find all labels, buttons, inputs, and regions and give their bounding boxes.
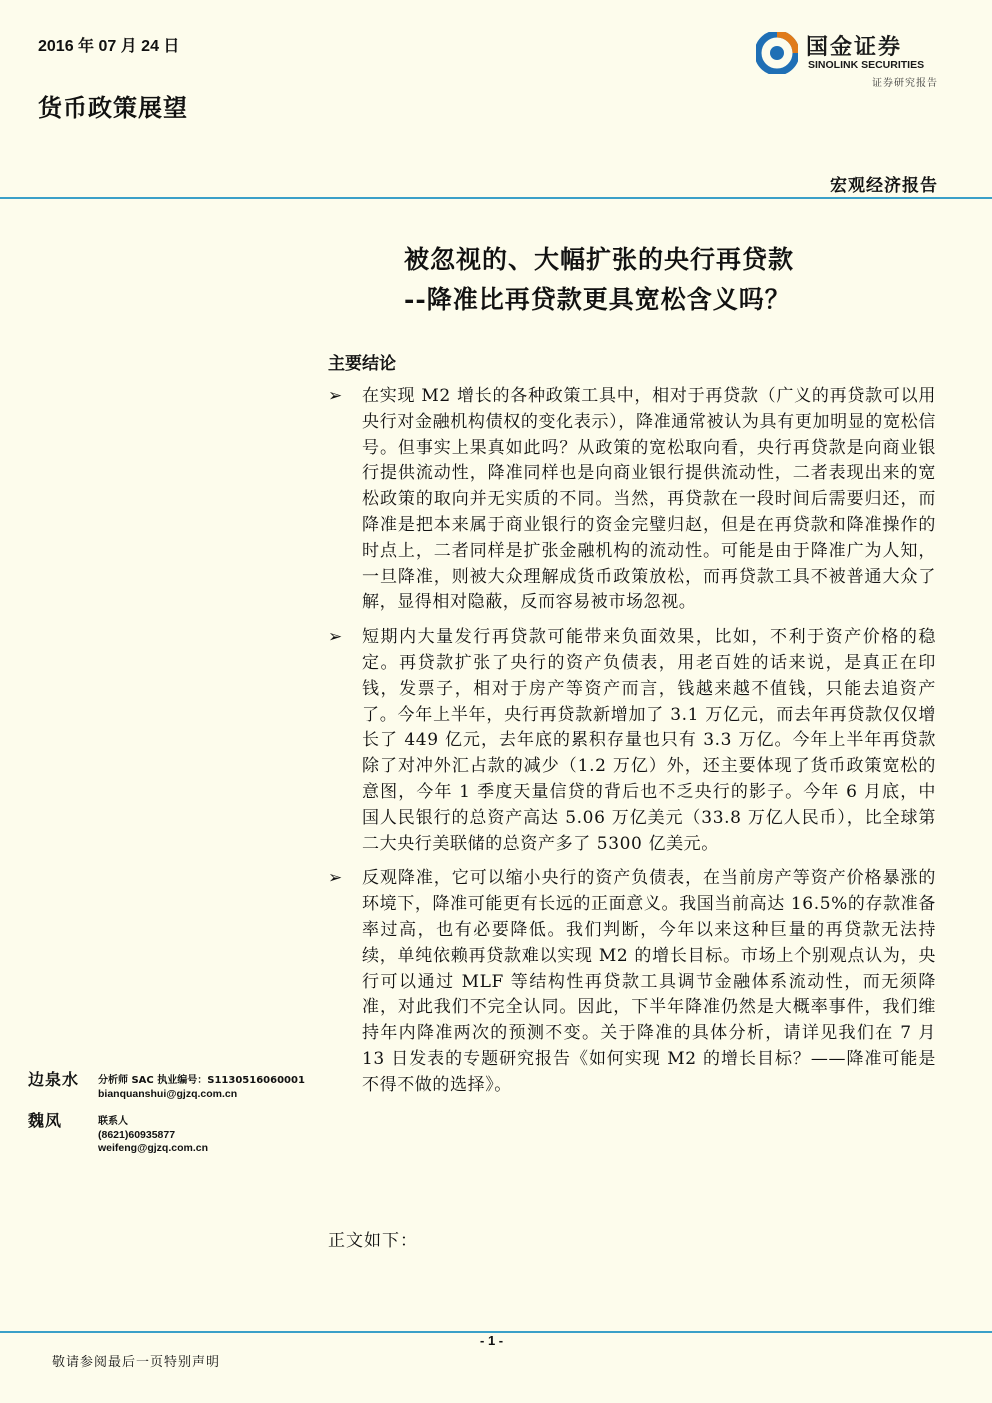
- report-date: 2016 年 07 月 24 日: [38, 38, 180, 55]
- author-phone: (8621)60935877: [98, 1128, 176, 1141]
- author-name: 魏凤: [28, 1111, 63, 1130]
- author-email[interactable]: weifeng@gjzq.com.cn: [98, 1142, 208, 1154]
- arrow-bullet-icon: ➢: [328, 868, 343, 889]
- footer-disclaimer: 敬请参阅最后一页特别声明: [52, 1355, 221, 1370]
- author-name: 边泉水: [28, 1070, 80, 1089]
- page-number: - 1 -: [480, 1333, 504, 1348]
- body-lead-in: 正文如下：: [328, 1231, 418, 1251]
- report-type: 宏观经济报告: [830, 176, 938, 196]
- author-role: 分析师 SAC 执业编号：S1130516060001: [98, 1075, 305, 1086]
- summary-bullet: [328, 866, 938, 1098]
- logo-mark-icon: [756, 32, 798, 74]
- author-info: [98, 1070, 305, 1101]
- arrow-bullet-icon: ➢: [328, 386, 343, 406]
- arrow-bullet-icon: ➢: [328, 627, 343, 648]
- summary-bullet: [328, 384, 938, 616]
- author-entry: [28, 1070, 318, 1101]
- summary-bullet-text: 在实现 M2 增长的各种政策工具中，相对于再贷款（广义的再贷款可以用央行对金融机构债权的变化表示），降准通常被认为具有更加明显的宽松信号。但事实上果真如此吗？从政策的宽松取向看，央行再贷款是向商业银行提供流动性，降准同样也是向商业银行提供流动性，二者表现出来的宽松政策的取向并无实质的不同。当然，再贷款在一段时间后需要归还，而降准是把本来属于商业银行的资金完璧归赵，但是在再贷款和降准操作的时点上，二者同样是扩张金融机构的流动性。可能是由于降准广为人知，一旦降准，则被大众理解成货币政策放松，而再贷款工具不被普通大众了解，显得相对隐蔽，反而容易被市场忽视。: [362, 386, 936, 613]
- report-title: 被忽视的、大幅扩张的央行再贷款: [404, 245, 795, 274]
- author-block: [28, 1070, 318, 1166]
- logo-name-cn: 国金证券: [806, 35, 903, 60]
- author-role: 联系人: [98, 1116, 128, 1127]
- report-series: 货币政策展望: [38, 93, 188, 122]
- summary-bullet: [328, 625, 938, 857]
- author-info: [98, 1111, 208, 1156]
- report-subtitle: --降准比再贷款更具宽松含义吗？: [404, 285, 791, 314]
- author-entry: [28, 1111, 318, 1156]
- logo-name-en: SINOLINK SECURITIES: [808, 59, 925, 71]
- header-divider: [0, 197, 992, 199]
- sinolink-logo: [756, 30, 948, 92]
- summary-heading: 主要结论: [328, 354, 396, 374]
- summary-bullet-text: 短期内大量发行再贷款可能带来负面效果，比如，不利于资产价格的稳定。再贷款扩张了央行的资产负债表，用老百姓的话来说，是真正在印钱，发票子，相对于房产等资产而言，钱越来越不值钱，只能去追资产了。今年上半年，央行再贷款新增加了 3.1 万亿元，而去年再贷款仅仅增长了 449 亿元，去年底的累积存量也只有 3.3 万亿。今年上半年再贷款除了对冲外汇占款的减少（1.2 万亿）外，还主要体现了货币政策宽松的意图，今年 1 季度天量信贷的背后也不乏央行的影子。今年 6 月底，中国人民银行的总资产高达 5.06 万亿美元（33.8 万亿人民币），比全球第二大央行美联储的总资产多了 5300 亿美元。: [362, 627, 936, 854]
- logo-tagline: 证券研究报告: [872, 78, 938, 89]
- author-email[interactable]: bianquanshui@gjzq.com.cn: [98, 1087, 238, 1100]
- summary-bullet-text: 反观降准，它可以缩小央行的资产负债表，在当前房产等资产价格暴涨的环境下，降准可能更有长远的正面意义。我国当前高达 16.5%的存款准备率过高，也有必要降低。我们判断，今年以来这种巨量的再贷款无法持续，单纯依赖再贷款难以实现 M2 的增长目标。市场上个别观点认为，央行可以通过 MLF 等结构性再贷款工具调节金融体系流动性，而无须降准，对此我们不完全认同。因此，下半年降准仍然是大概率事件，我们维持年内降准两次的预测不变。关于降准的具体分析，请详见我们在 7 月 13 日发表的专题研究报告《如何实现 M2 的增长目标？——降准可能是不得不做的选择》。: [362, 868, 936, 1095]
- summary-bullets: [328, 384, 938, 1108]
